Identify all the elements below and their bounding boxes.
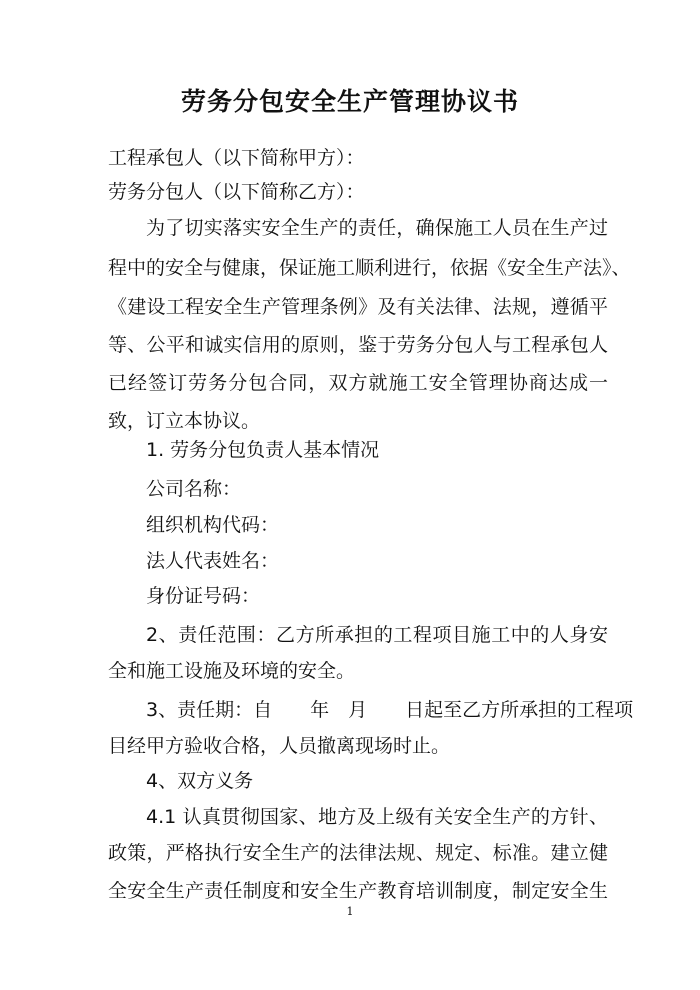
section-heading: 1. 劳务分包负责人基本情况: [146, 439, 380, 461]
legal-representative-field: 法人代表姓名：: [146, 550, 280, 572]
responsibility-scope-line: 2、责任范围：乙方所承担的工程项目施工中的人身安: [146, 624, 608, 646]
company-name-field: 公司名称：: [146, 478, 242, 500]
contractor-line: 工程承包人（以下简称甲方）：: [108, 147, 365, 169]
intro-paragraph-line: 已经签订劳务分包合同，双方就施工安全管理协商达成一: [108, 372, 608, 394]
intro-paragraph-line: 等、公平和诚实信用的原则，鉴于劳务分包人与工程承包人: [108, 334, 608, 356]
responsibility-period-line: 目经甲方验收合格，人员撤离现场时止。: [108, 735, 451, 757]
obligations-paragraph-line: 政策，严格执行安全生产的法律法规、规定、标准。建立健: [108, 842, 608, 864]
organization-code-field: 组织机构代码：: [146, 514, 280, 536]
intro-paragraph-line: 《建设工程安全生产管理条例》及有关法律、法规，遵循平: [108, 296, 608, 318]
responsibility-scope-line: 全和施工设施及环境的安全。: [108, 660, 356, 682]
intro-paragraph-line: 致，订立本协议。: [108, 410, 261, 432]
obligations-heading: 4、双方义务: [146, 770, 254, 792]
page-number: 1: [346, 905, 354, 918]
id-number-field: 身份证号码：: [146, 585, 261, 607]
intro-paragraph-line: 为了切实落实安全生产的责任，确保施工人员在生产过: [146, 217, 608, 239]
intro-paragraph-line: 程中的安全与健康，保证施工顺利进行，依据《安全生产法》、: [108, 257, 631, 279]
responsibility-period-line: 3、责任期：自 年 月 日起至乙方所承担的工程项: [146, 699, 634, 721]
obligations-paragraph-line: 4.1 认真贯彻国家、地方及上级有关安全生产的方针、: [146, 806, 608, 828]
subcontractor-line: 劳务分包人（以下简称乙方）：: [108, 181, 365, 203]
obligations-paragraph-line: 全安全生产责任制度和安全生产教育培训制度，制定安全生: [108, 880, 608, 902]
document-title: 劳务分包安全生产管理协议书: [180, 87, 519, 116]
